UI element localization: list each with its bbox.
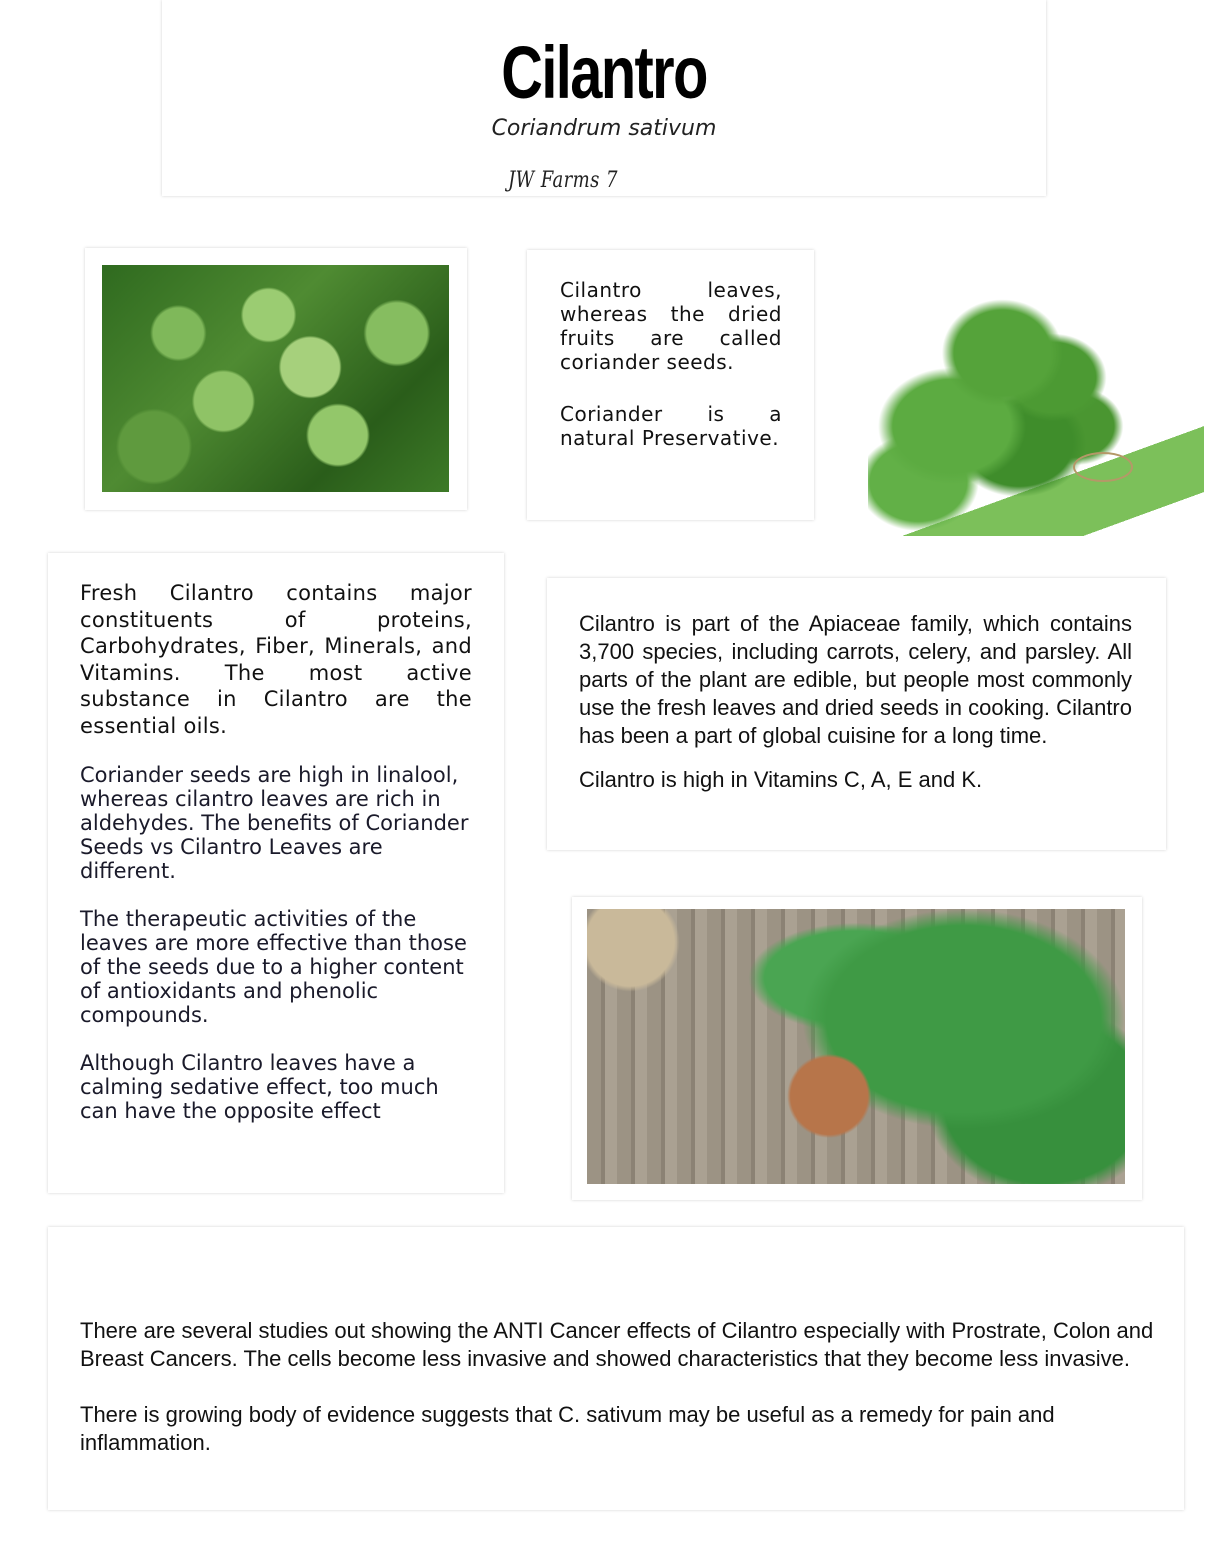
- paragraph: Cilantro leaves, whereas the dried fruits are called coriander seeds.: [560, 278, 782, 374]
- paragraph: Cilantro is part of the Apiaceae family, which contains 3,700 species, including carrots, celery, and parsley. All parts of the plant are edible, but people most commonly use the fresh leaves and dried seeds in cooking. Cilantro has been a part of global cuisine for a long time.: [579, 611, 1132, 748]
- textbox-health-research: [48, 1227, 1184, 1510]
- scientific-name: Coriandrum sativum: [491, 116, 717, 141]
- photo-frame-cilantro-seeds: [572, 897, 1142, 1200]
- cilantro-plant-image: [102, 265, 449, 492]
- textbox-family-info: [547, 578, 1166, 850]
- textbox-nutrition: [48, 553, 504, 1193]
- paragraph: The therapeutic activities of the leaves are more effective than those of the seeds due to a higher content of antioxidants and phenolic compounds.: [80, 907, 467, 1027]
- header-card: [162, 0, 1046, 196]
- paragraph: Although Cilantro leaves have a calming sedative effect, too much can have the opposite effect: [80, 1051, 439, 1123]
- paragraph: Coriander seeds are high in linalool, whereas cilantro leaves are rich in aldehydes. The benefits of Coriander Seeds vs Cilantro Leaves are different.: [80, 763, 469, 883]
- paragraph: Coriander is a natural Preservative.: [560, 402, 782, 450]
- paragraph: Cilantro is high in Vitamins C, A, E and K.: [579, 767, 983, 792]
- cilantro-seeds-image: [587, 909, 1125, 1184]
- leaf-bunch-shape: [868, 292, 1204, 536]
- twine-bow-shape: [1073, 452, 1133, 482]
- paragraph: Fresh Cilantro contains major constituents of proteins, Carbohydrates, Fiber, Minerals, and Vitamins. The most active substance in Cilantro are the essential oils.: [80, 581, 472, 738]
- paragraph: There is growing body of evidence suggests that C. sativum may be useful as a remedy for pain and inflammation.: [80, 1402, 1055, 1455]
- brand-signature: JW Farms 7: [508, 168, 618, 193]
- paragraph: There are several studies out showing the ANTI Cancer effects of Cilantro especially with Prostrate, Colon and Breast Cancers. The cells become less invasive and showed characteristics that they become less invasive.: [80, 1318, 1154, 1371]
- page-title: Cilantro: [501, 31, 707, 114]
- cilantro-bunch-image: [868, 292, 1204, 536]
- textbox-seeds-note: [527, 250, 814, 520]
- photo-frame-cilantro-plant: [85, 248, 467, 510]
